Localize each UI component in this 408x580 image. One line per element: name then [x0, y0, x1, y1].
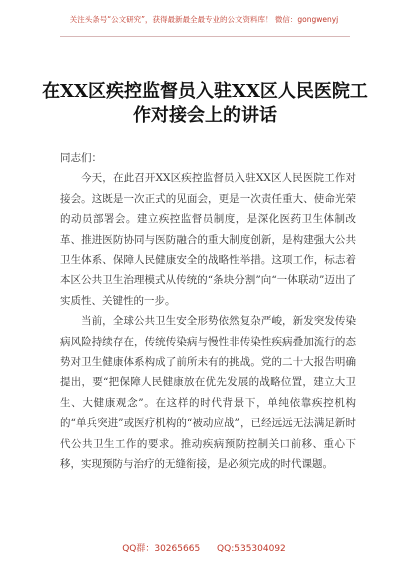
- header-divider: [60, 36, 350, 37]
- document-title: 在XX区疾控监督员入驻XX区人民医院工作对接会上的讲话: [42, 81, 368, 126]
- footer-contact: [0, 541, 408, 554]
- salutation: 同志们：: [60, 152, 102, 164]
- paragraph-1: 今天，在此召开XX区疾控监督员入驻XX区人民医院工作对接会。这既是一次正式的见面会，更是一次责任重大、使命光荣的动员部署会。建立疾控监督员制度，是深化医药卫生体制改革、推进医防协同与医防融合的重大制度创新，是构建强大公共卫生体系、保障人民健康安全的战略性举措。这项工作，标志着本区公共卫生治理模式从传统的“条块分割”向“一体联动”迈出了实质性、关键性的一步。: [60, 172, 356, 307]
- document-body: [60, 148, 356, 475]
- header-banner: 关注头条号“公文研究”，获得最新最全最专业的公文资料库！ 微信：gongwenyj: [69, 15, 339, 24]
- footer-qq-group: QQ群：30265665: [122, 544, 201, 554]
- paragraph-2: 当前，全球公共卫生安全形势依然复杂严峻，新发突发传染病风险持续存在，传统传染病与慢性非传染性疾病叠加流行的态势对卫生健康体系构成了前所未有的挑战。党的二十大报告明确提出，要“把保障人民健康放在优先发展的战略位置，建立大卫生、大健康观念”。在这样的时代背景下，单纯依靠疾控机构的“单兵突进”或医疗机构的“被动应战”，已经远远无法满足新时代公共卫生工作的要求。推动疾病预防控制关口前移、重心下移，实现预防与治疗的无缝衔接，是必须完成的时代课题。: [60, 315, 356, 471]
- footer-qq: QQ:535304092: [217, 544, 286, 554]
